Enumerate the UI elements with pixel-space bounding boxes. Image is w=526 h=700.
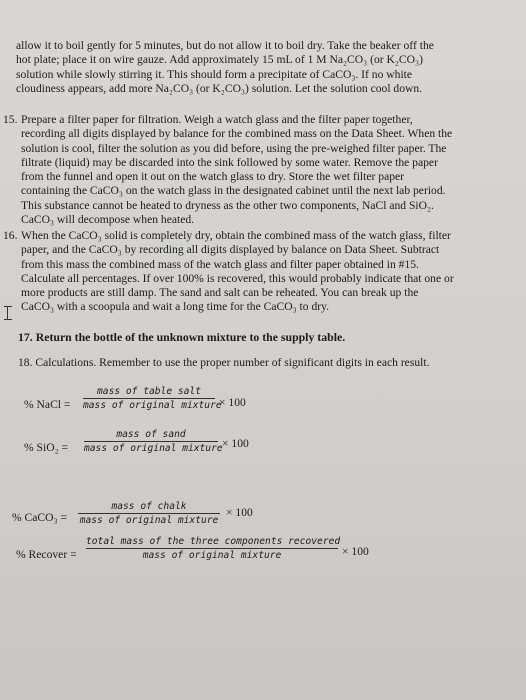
step-15-number: 15. [3,113,18,126]
text-line: hot plate; place it on wire gauze. Add approximately 15 mL of 1 M Na₂CO₃ (or K₂CO₃) [16,53,423,67]
text-line: When the CaCO₃ solid is completely dry, obtain the combined mass of the watch glass, filter [21,229,451,242]
text-line: paper, and the CaCO₃ by recording all digits displayed by balance on Data Sheet. Subtract [21,243,440,257]
fraction-numerator: total mass of the three components recovered [86,536,341,547]
fraction-denominator: mass of original mixture [84,443,223,454]
fraction [84,429,223,454]
fraction-bar [84,441,218,442]
text-line: cloudiness appears, add more Na₂CO₃ (or K₂CO₃) solution. Let the solution cool down. [16,81,423,95]
text-line: solution while slowly stirring it. This should form a precipitate of CaCO₃. If no white [16,67,413,81]
text-line: Prepare a filter paper for filtration. Weigh a watch glass and the filter paper together, [21,113,413,126]
times-100: × 100 [222,437,249,450]
fraction-bar [83,398,215,399]
fraction-denominator: mass of original mixture [142,550,282,561]
formula-label: % CaCO₃ = [12,511,68,524]
text-line: from this mass the combined mass of the watch glass and filter paper obtained in #15. [21,257,419,271]
text-line: CaCO₃ will decompose when heated. [21,213,195,227]
fraction-denominator: mass of original mixture [79,515,219,526]
fraction [86,536,341,561]
step-15-paragraph [21,113,524,227]
times-100: × 100 [219,396,246,409]
text-line: recording all digits displayed by balance for the combined mass on the Data Sheet. When the [21,127,453,141]
text-line: This substance cannot be heated to dryness as the other two components, NaCl and SiO₂. [21,198,434,212]
text-line: CaCO₃ with a scoopula and wait a long time for the CaCO₃ to dry. [21,300,330,314]
text-line: containing the CaCO₃ on the watch glass in the designated cabinet until the next lab period. [21,184,446,198]
fraction-numerator: mass of chalk [111,501,187,512]
formula-label: % NaCl = [24,398,71,411]
fraction [78,501,220,526]
fraction-numerator: mass of sand [116,429,186,440]
fraction [83,386,222,411]
times-100: × 100 [342,545,369,558]
step-18-text: 18. Calculations. Remember to use the proper number of significant digits in each result. [18,356,430,369]
text-line: Calculate all percentages. If over 100% is recovered, this would probably indicate that one or [21,271,454,285]
step-17-heading: 17. Return the bottle of the unknown mixture to the supply table. [18,330,346,344]
step-16-paragraph [21,229,524,315]
text-line: from the funnel and open it out on the watch glass to dry. Store the wet filter paper [21,170,405,184]
text-line: allow it to boil gently for 5 minutes, but do not allow it to boil dry. Take the beaker off the [16,39,434,52]
formula-label: % SiO₂ = [24,441,69,454]
step-14-paragraph [16,39,524,96]
text-line: more products are still damp. The sand and salt can be reheated. You can break up the [21,286,419,300]
text-cursor-icon [4,306,12,320]
times-100: × 100 [226,506,253,519]
fraction-bar [86,548,338,549]
formula-label: % Recover = [16,548,77,561]
fraction-bar [78,513,220,514]
step-16-number: 16. [3,229,18,242]
text-line: filtrate (liquid) may be discarded into the sink followed by some water. Remove the paper [21,155,438,169]
text-line: solution is cool, filter the solution as you did before, using the pre-weighed filter paper. The [21,141,447,155]
fraction-numerator: mass of table salt [97,386,201,397]
fraction-denominator: mass of original mixture [83,400,222,411]
